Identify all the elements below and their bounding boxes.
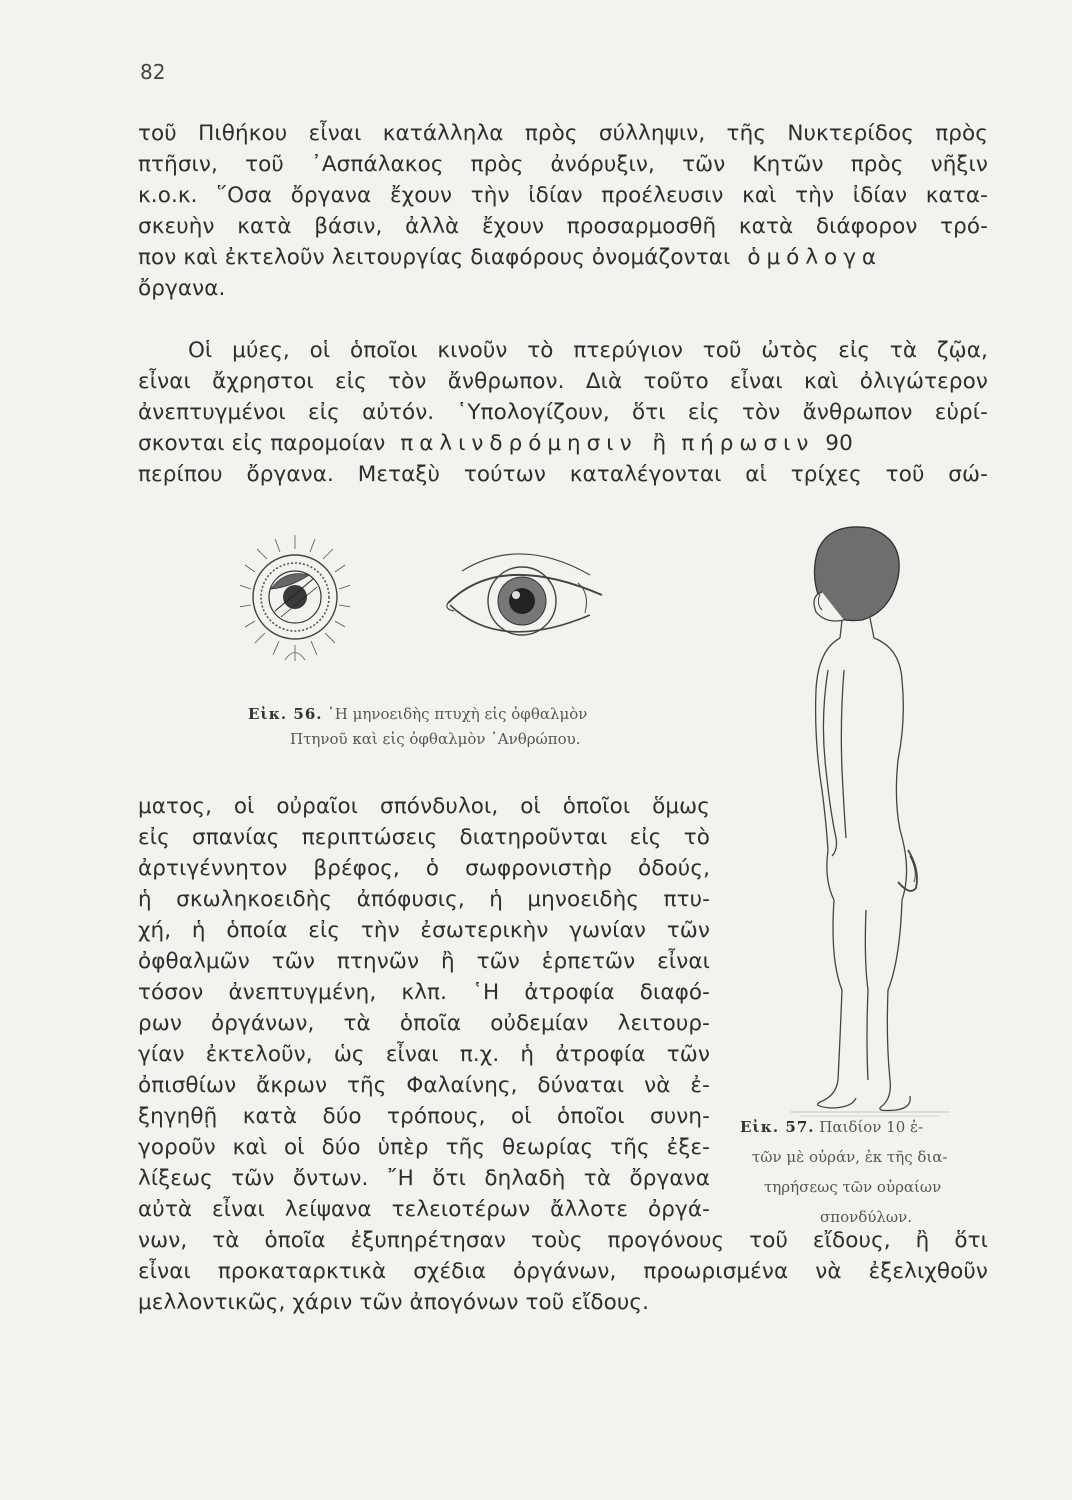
text-line: χή, ἡ ὁποία εἰς τὴν ἐσωτερικὴν γωνίαν τῶν xyxy=(138,918,710,943)
text-line: εἶναι προκαταρκτικὰ σχέδια ὀργάνων, προωρισμένα νὰ ἐξελιχθοῦν xyxy=(138,1259,988,1284)
figure-57-caption-line1 xyxy=(740,1115,923,1139)
spaced-term-palindromisin: παλινδρόμησιν xyxy=(400,431,638,456)
text-line: ἀρτιγέννητον βρέφος, ὁ σωφρονιστὴρ ὀδούς, xyxy=(138,856,710,881)
figure-57-caption-line3: τηρήσεως τῶν οὐραίων xyxy=(764,1178,942,1196)
text-line: ὀφθαλμῶν τῶν πτηνῶν ἢ τῶν ἑρπετῶν εἶναι xyxy=(138,949,710,974)
text-line: ματος, οἱ οὐραῖοι σπόνδυλοι, οἱ ὁποῖοι ὅμως xyxy=(138,794,710,819)
text-line xyxy=(138,243,882,273)
figure-56-caption-line2: Πτηνοῦ καὶ εἰς ὀφθαλμὸν ᾿Ανθρώπου. xyxy=(290,730,581,748)
text-segment: σκονται εἰς παρομοίαν xyxy=(138,431,386,456)
child-with-tail-illustration xyxy=(770,520,970,1120)
text-line: ρων ὀργάνων, τὰ ὁποῖα οὐδεμίαν λειτουρ- xyxy=(138,1011,710,1036)
spaced-term-pirosin: πήρωσιν xyxy=(681,431,815,456)
text-line: ἀνεπτυγμένοι εἰς αὐτόν. ῾Υπολογίζουν, ὅτι εἰς τὸν ἄνθρωπον εὑρί- xyxy=(138,400,988,425)
text-line: τόσον ἀνεπτυγμένη, κλπ. ῾Η ἀτροφία διαφό- xyxy=(138,980,710,1005)
text-line: μελλοντικῶς, χάριν τῶν ἀπογόνων τοῦ εἴδους. xyxy=(138,1290,650,1315)
figure-57-caption-line2: τῶν μὲ οὐράν, ἐκ τῆς δια- xyxy=(752,1148,948,1166)
text-line: ἡ σκωληκοειδὴς ἀπόφυσις, ἡ μηνοειδὴς πτυ- xyxy=(138,887,710,912)
text-segment: 90 xyxy=(825,431,853,456)
figure-56-caption-line1 xyxy=(248,702,587,726)
text-line: πτῆσιν, τοῦ ᾿Ασπάλακος πρὸς ἀνόρυξιν, τῶν Κητῶν πρὸς νῆξιν xyxy=(138,152,988,177)
human-eye-illustration xyxy=(440,553,610,653)
text-line: αὐτὰ εἶναι λείψανα τελειοτέρων ἄλλοτε ὀργά- xyxy=(138,1197,710,1222)
figure-57-caption-text: Παιδίον 10 ἐ- xyxy=(819,1118,924,1136)
text-line: Οἱ μύες, οἱ ὁποῖοι κινοῦν τὸ πτερύγιον τοῦ ὠτὸς εἰς τὰ ζῷα, xyxy=(188,338,988,363)
text-line: περίπου ὄργανα. Μεταξὺ τούτων καταλέγονται αἱ τρίχες τοῦ σώ- xyxy=(138,462,988,487)
figure-57-caption-line4: σπονδύλων. xyxy=(820,1208,913,1226)
text-segment: ἢ xyxy=(652,431,667,456)
text-line: κ.ο.κ. ῞Οσα ὄργανα ἔχουν τὴν ἰδίαν προέλευσιν καὶ τὴν ἰδίαν κατα- xyxy=(138,183,988,208)
figure-57-label: Εἰκ. 57. xyxy=(740,1118,815,1136)
figure-56-caption-text: ῾Η μηνοειδὴς πτυχὴ εἰς ὀφθαλμὸν xyxy=(327,705,588,723)
text-line: νων, τὰ ὁποῖα ἐξυπηρέτησαν τοὺς προγόνους τοῦ εἴδους, ἢ ὅτι xyxy=(138,1228,988,1253)
text-line: ὄργανα. xyxy=(138,276,226,301)
text-line: γίαν ἐκτελοῦν, ὡς εἶναι π.χ. ἡ ἀτροφία τῶν xyxy=(138,1042,710,1067)
text-line: τοῦ Πιθήκου εἶναι κατάλληλα πρὸς σύλληψιν, τῆς Νυκτερίδος πρὸς xyxy=(138,121,988,146)
text-line: ὀπισθίων ἄκρων τῆς Φαλαίνης, δύναται νὰ ἐ- xyxy=(138,1073,710,1098)
text-line: ξηγηθῇ κατὰ δύο τρόπους, οἱ ὁποῖοι συνη- xyxy=(138,1104,710,1129)
text-line: λίξεως τῶν ὄντων. ῎Η ὅτι δηλαδὴ τὰ ὄργανα xyxy=(138,1166,710,1191)
bird-eye-illustration xyxy=(240,535,350,670)
spaced-term-homologa: ὁμόλογα xyxy=(747,245,883,270)
text-line: σκευὴν κατὰ βάσιν, ἀλλὰ ἔχουν προσαρμοσθῆ κατὰ διάφορον τρό- xyxy=(138,214,988,239)
text-line: εἶναι ἄχρηστοι εἰς τὸν ἄνθρωπον. Διὰ τοῦτο εἶναι καὶ ὀλιγώτερον xyxy=(138,369,988,394)
text-segment: πον καὶ ἐκτελοῦν λειτουργίας διαφόρους ὀνομάζονται xyxy=(138,245,731,270)
text-line: εἰς σπανίας περιπτώσεις διατηροῦνται εἰς τὸ xyxy=(138,825,710,850)
text-line xyxy=(138,429,988,459)
page-number: 82 xyxy=(140,60,166,84)
text-line: γοροῦν καὶ οἱ δύο ὑπὲρ τῆς θεωρίας τῆς ἐξε- xyxy=(138,1135,710,1160)
figure-56-label: Εἰκ. 56. xyxy=(248,705,323,723)
